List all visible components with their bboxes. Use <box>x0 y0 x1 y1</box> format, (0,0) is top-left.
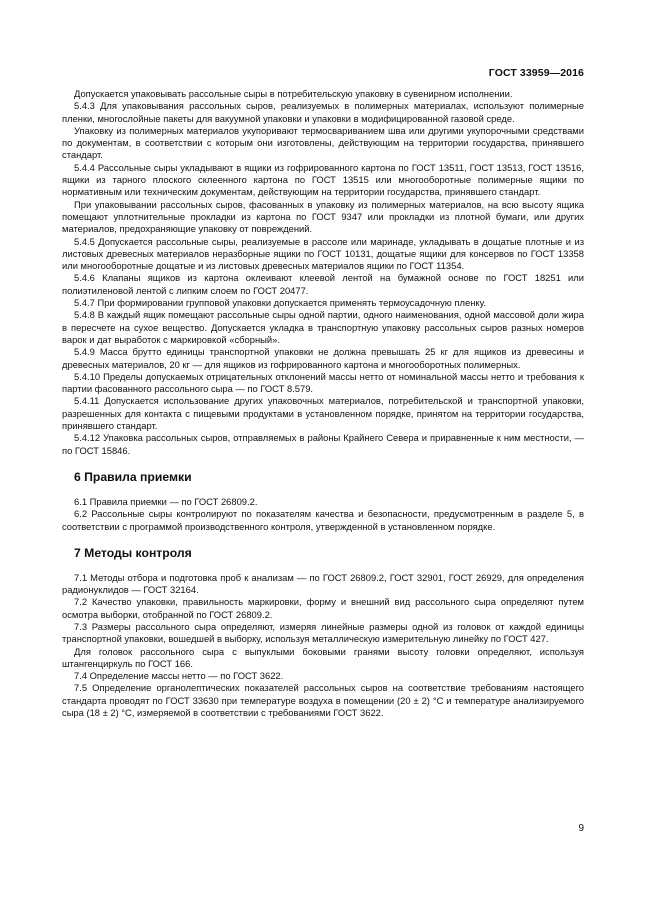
paragraph: 7.1 Методы отбора и подготовка проб к анализам — по ГОСТ 26809.2, ГОСТ 32901, ГОСТ 26929, для определения радионуклидов — ГОСТ 32164. <box>62 571 584 596</box>
paragraph: 7.4 Определение массы нетто — по ГОСТ 3622. <box>74 670 284 682</box>
paragraph: 5.4.11 Допускается использование других упаковочных материалов, потребительской и транспортной упаковки, разрешенных для контакта с пищевыми продуктами в установленном порядке, принятом на территории государства, принявшего стандарт. <box>62 395 584 432</box>
section-6 <box>62 470 584 533</box>
paragraph: 5.4.12 Упаковка рассольных сыров, отправляемых в районы Крайнего Севера и приравненные к ним местности, — по ГОСТ 15846. <box>62 432 584 456</box>
paragraph: 7.5 Определение органолептических показателей рассольных сыров на соответствие требованиям настоящего стандарта проводят по ГОСТ 33630 при температуре воздуха в помещении (20 ± 2) °С и температуре анализируемого сыра (18 ± 2) °С, измеряемой в соответствии с требованиями ГОСТ 3622. <box>62 682 584 719</box>
section-heading: 6 Правила приемки <box>74 469 192 484</box>
paragraph: Допускается упаковывать рассольные сыры в потребительскую упаковку в сувенирном исполнении. <box>74 88 513 99</box>
paragraph: 5.4.3 Для упаковывания рассольных сыров, реализуемых в полимерных материалах, используют полимерные пленки, многослойные пакеты для вакуумной упаковки и упаковки в модифицированной газовой среде. <box>62 100 584 124</box>
paragraph: 6.2 Рассольные сыры контролируют по показателям качества и безопасности, предусмотренным в разделе 5, в соответствии с программой производственного контроля, утвержденной в установленном порядке. <box>62 508 584 532</box>
paragraph: 5.4.8 В каждый ящик помещают рассольные сыры одной партии, одного наименования, одной массовой доли жира в пересчете на сухое вещество. Допускается укладка в транспортную упаковку рассольных сыров разных номеров варок и дат выработок с маркировкой «сборный». <box>62 309 584 345</box>
paragraph: 6.1 Правила приемки — по ГОСТ 26809.2. <box>74 495 258 507</box>
paragraph: 5.4.4 Рассольные сыры укладывают в ящики из гофрированного картона по ГОСТ 13511, ГОСТ 13513, ГОСТ 13516, ящики из тарного плоского склеенного картона по ГОСТ 13515 или многооборотные полимерные ящики по нормативным или техническим документам, действующим на территории государства, принявшего стандарт. <box>62 161 584 198</box>
paragraph: При упаковывании рассольных сыров, фасованных в упаковку из полимерных материалов, на всю высоту ящика помещают уплотнительные прокладки из картона по ГОСТ 9347 или прокладки из плотной бумаги, или других материалов, предохраняющие упаковку от повреждений. <box>62 198 584 235</box>
page-body <box>62 88 584 719</box>
paragraph: 5.4.5 Допускается рассольные сыры, реализуемые в рассоле или маринаде, укладывать в дощатые плотные и из листовых древесных материалов неразборные ящики по ГОСТ 10131, дощатые ящики для консервов по ГОСТ 13358 или многооборотные дощатые и из листовых древесных материалов ящики по ГОСТ 11354. <box>62 235 584 272</box>
paragraph: 5.4.10 Пределы допускаемых отрицательных отклонений массы нетто от номинальной массы нетто и требования к партии фасованного рассольного сыра — по ГОСТ 8.579. <box>62 370 584 395</box>
section-7 <box>62 546 584 720</box>
paragraph: Для головок рассольного сыра с выпуклыми боковыми гранями высоту головки определяют, используя штангенциркуль по ГОСТ 166. <box>62 645 584 669</box>
page-number: 9 <box>578 823 584 834</box>
paragraph: 7.3 Размеры рассольного сыра определяют, измеряя линейные размеры одной из головок от каждой единицы транспортной упаковки, вошедшей в выборку, используя металлическую измерительную линейку по ГОСТ 427. <box>62 620 584 645</box>
section-5-continued <box>62 88 584 457</box>
paragraph: Упаковку из полимерных материалов укупоривают термосвариванием шва или другими укупорочными средствами по документам, в соответствии с которым они изготовлены, действующим на территории государства, принявшего стандарт. <box>62 124 584 161</box>
paragraph: 5.4.6 Клапаны ящиков из картона оклеивают клеевой лентой на бумажной основе по ГОСТ 18251 или полиэтиленовой лентой с липким слоем по ГОСТ 20477. <box>62 272 584 296</box>
paragraph: 5.4.7 При формировании групповой упаковки допускается применять термоусадочную пленку. <box>74 297 486 309</box>
section-heading: 7 Методы контроля <box>74 545 192 560</box>
paragraph: 5.4.9 Масса брутто единицы транспортной упаковки не должна превышать 25 кг для ящиков из древесины и древесных материалов, 20 кг — для ящиков из гофрированного картона и многооборотных полимерных. <box>62 346 584 370</box>
paragraph: 7.2 Качество упаковки, правильность маркировки, форму и внешний вид рассольного сыра определяют путем осмотра выборки, отобранной по ГОСТ 26809.2. <box>62 596 584 620</box>
document-id-header: ГОСТ 33959—2016 <box>488 67 584 79</box>
